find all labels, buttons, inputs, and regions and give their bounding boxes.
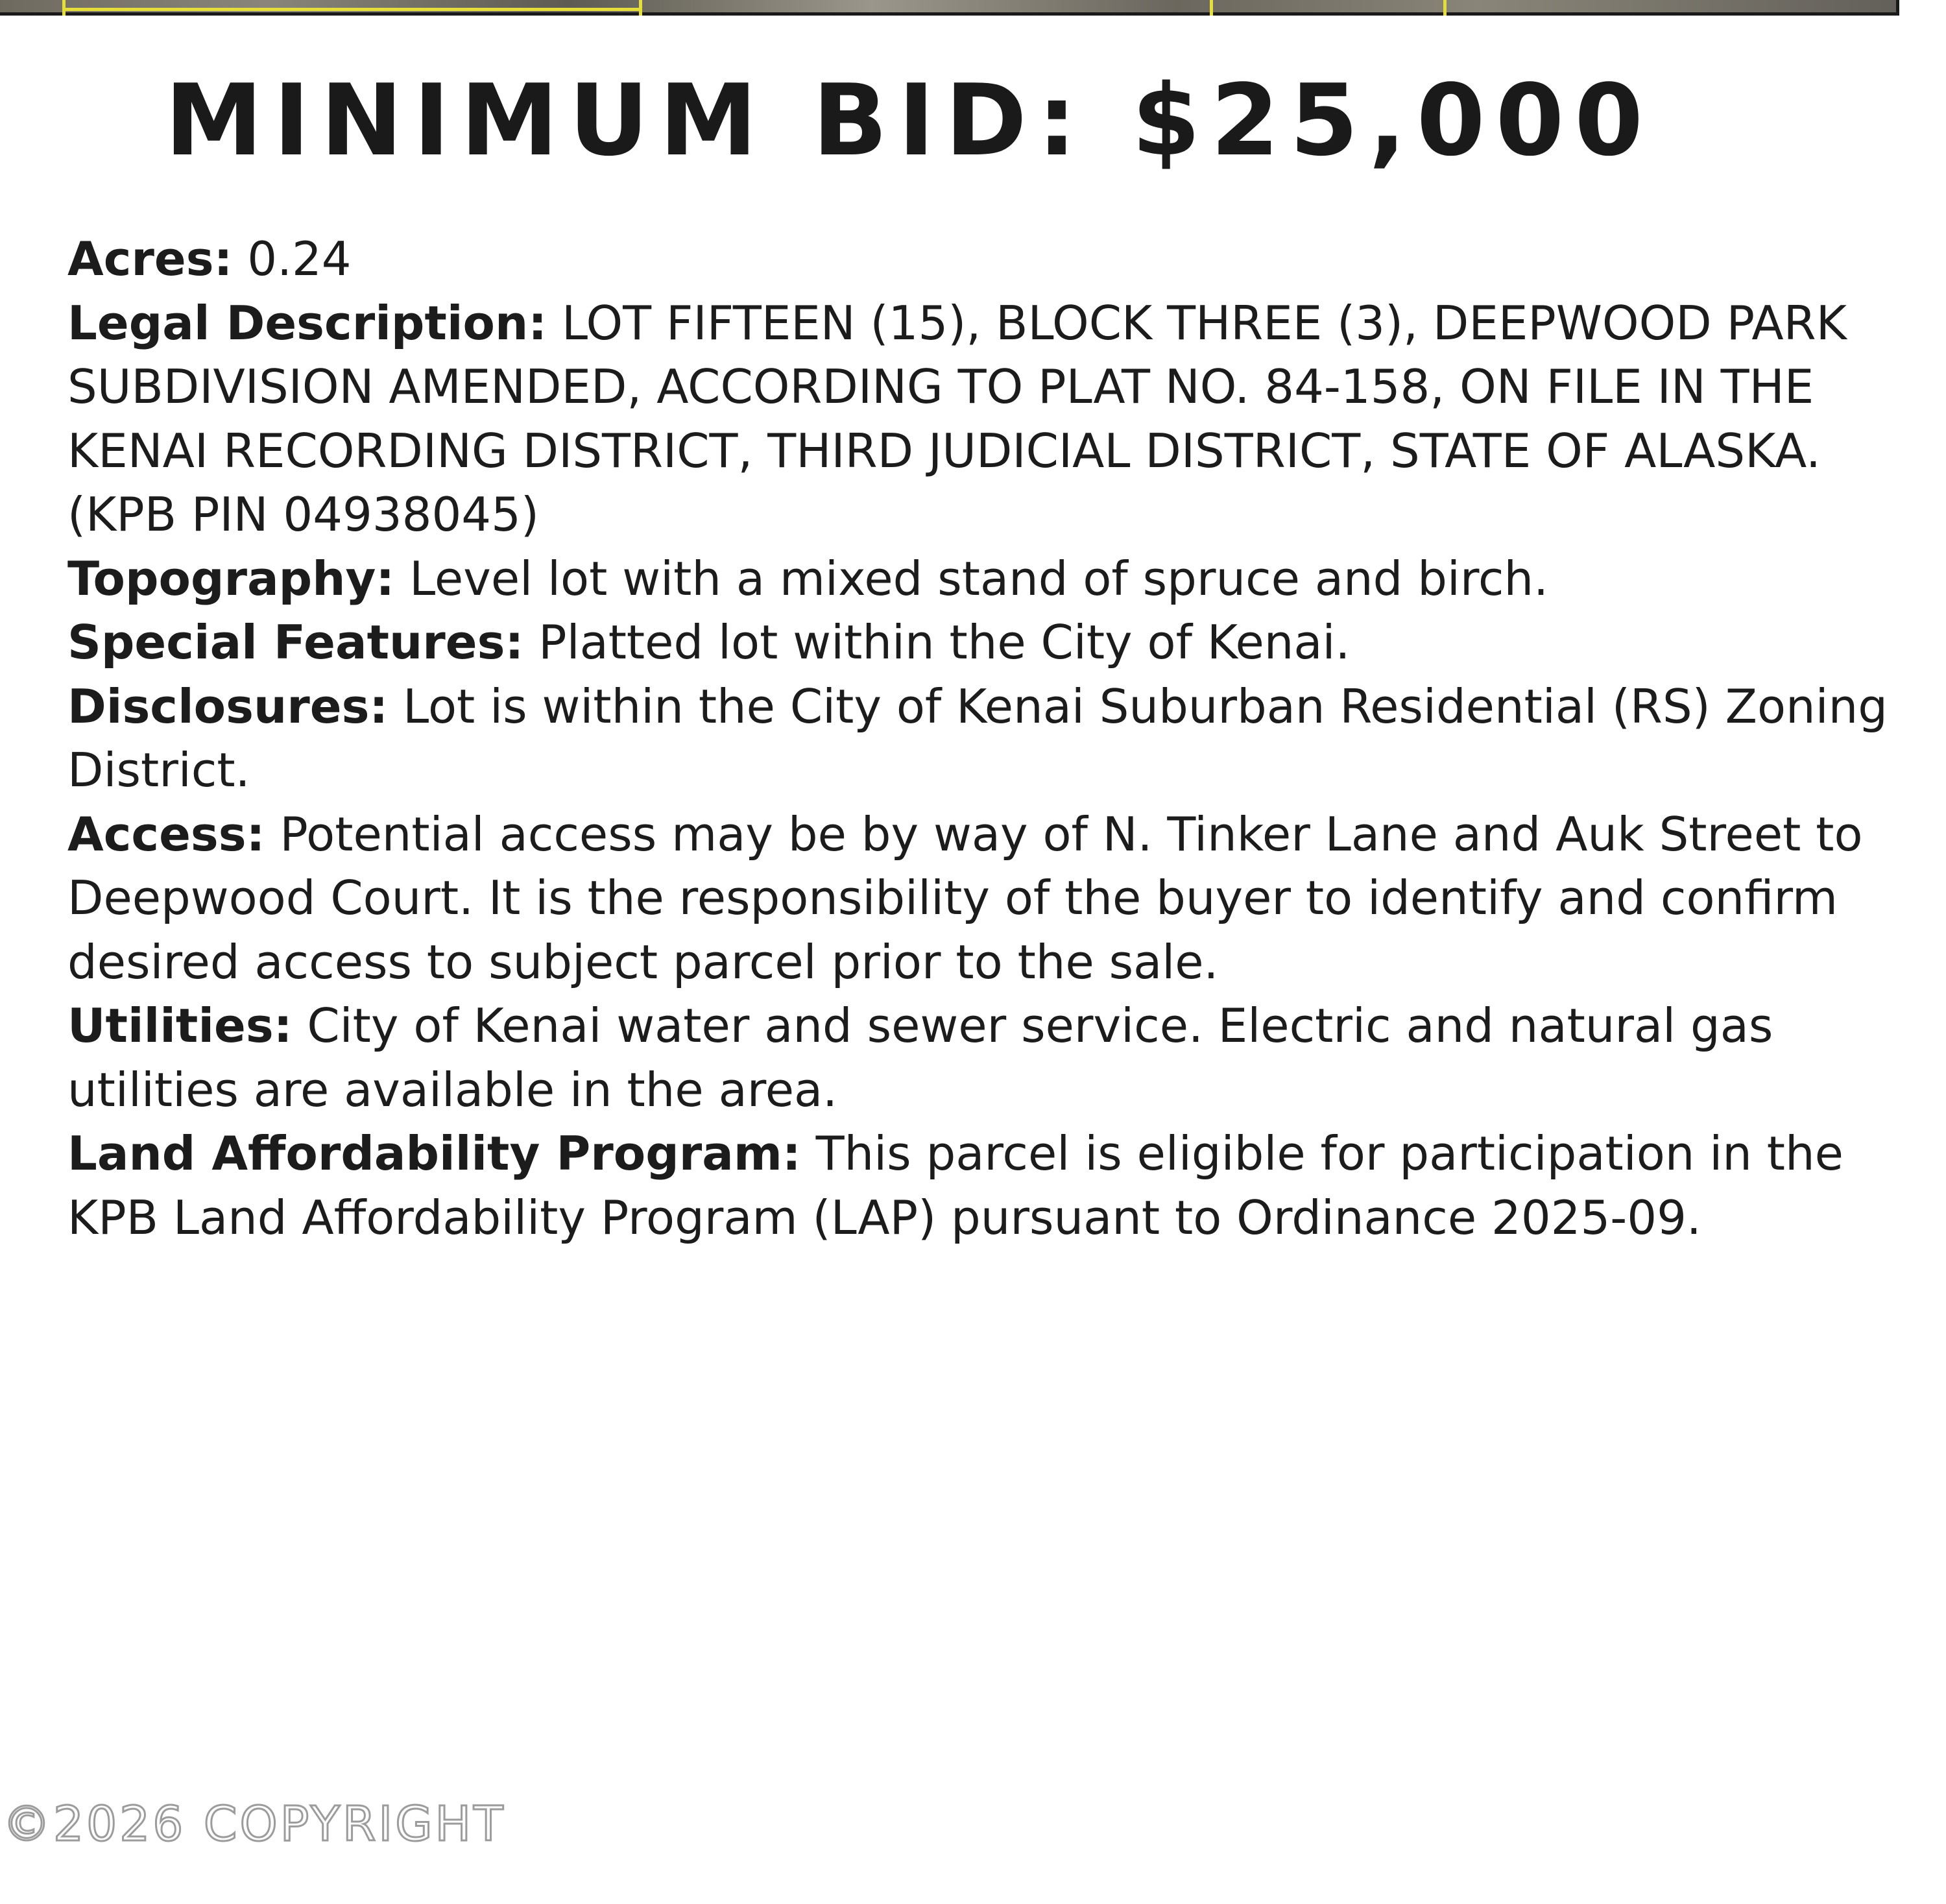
- detail-legal-description: [67, 291, 1897, 547]
- detail-utilities: [67, 994, 1897, 1122]
- detail-label: Land Affordability Program:: [67, 1126, 801, 1181]
- detail-label: Legal Description:: [67, 295, 547, 350]
- detail-label: Utilities:: [67, 998, 293, 1053]
- copyright-watermark: ©2026 COPYRIGHT: [3, 1796, 506, 1852]
- parcel-boundary-line: [1210, 0, 1213, 16]
- detail-acres: [67, 227, 1897, 291]
- detail-value: City of Kenai water and sewer service. Electric and natural gas utilities are available in the area.: [67, 998, 1773, 1117]
- detail-disclosures: [67, 675, 1897, 802]
- detail-access: [67, 802, 1897, 994]
- minimum-bid-heading: MINIMUM BID: $25,000: [165, 63, 1654, 178]
- detail-value: This parcel is eligible for participation in the KPB Land Affordability Program (LAP) pursuant to Ordinance 2025-09.: [67, 1126, 1844, 1245]
- detail-value: Potential access may be by way of N. Tinker Lane and Auk Street to Deepwood Court. It is the responsibility of the buyer to identify and confirm desired access to subject parcel prior to the sale.: [67, 806, 1863, 989]
- detail-land-affordability-program: [67, 1122, 1897, 1249]
- detail-topography: [67, 547, 1897, 611]
- detail-label: Disclosures:: [67, 679, 389, 734]
- detail-special-features: [67, 610, 1897, 675]
- detail-value: Lot is within the City of Kenai Suburban Residential (RS) Zoning District.: [67, 679, 1888, 797]
- detail-value: 0.24: [247, 232, 352, 286]
- detail-label: Access:: [67, 806, 265, 862]
- parcel-details: [67, 227, 1897, 1249]
- detail-value: LOT FIFTEEN (15), BLOCK THREE (3), DEEPWOOD PARK SUBDIVISION AMENDED, ACCORDING TO PLAT NO. 84-158, ON FILE IN THE KENAI RECORDING DISTRICT, THIRD JUDICIAL DISTRICT, STATE OF ALASKA. (KPB PIN 04938045): [67, 295, 1847, 542]
- detail-label: Acres:: [67, 232, 233, 286]
- detail-value: Platted lot within the City of Kenai.: [538, 615, 1351, 669]
- detail-label: Special Features:: [67, 615, 524, 669]
- detail-label: Topography:: [67, 551, 395, 606]
- parcel-boundary-line: [1443, 0, 1447, 16]
- parcel-boundary-line: [62, 8, 642, 11]
- aerial-photo-strip: [0, 0, 1899, 16]
- detail-value: Level lot with a mixed stand of spruce and birch.: [409, 551, 1549, 606]
